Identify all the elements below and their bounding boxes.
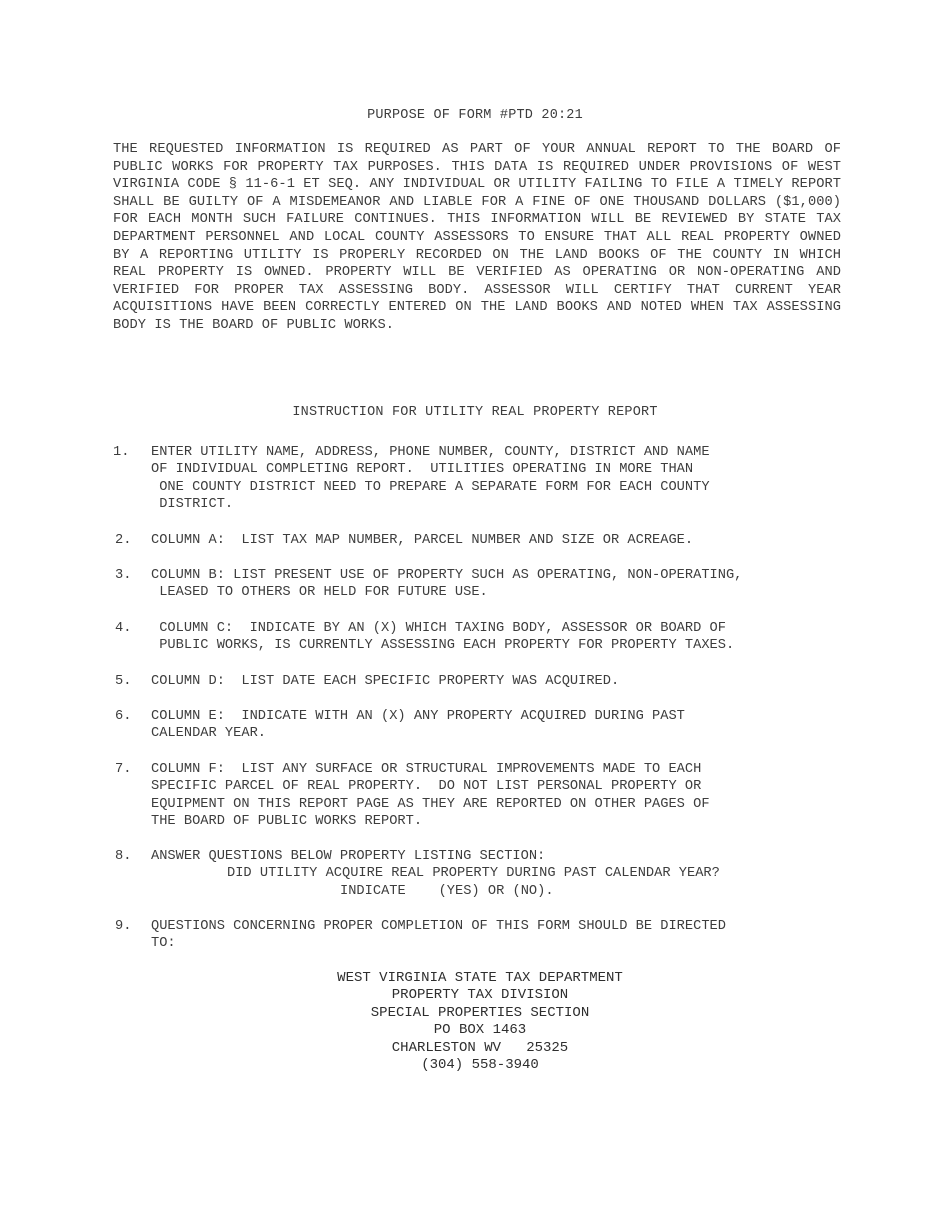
purpose-title: PURPOSE OF FORM #PTD 20:21 xyxy=(367,108,583,123)
yes-no-indicator: INDICATE (YES) OR (NO). xyxy=(340,883,554,899)
instruction-line: SPECIFIC PARCEL OF REAL PROPERTY. DO NOT LIST PERSONAL PROPERTY OR xyxy=(151,779,702,795)
instruction-line: ENTER UTILITY NAME, ADDRESS, PHONE NUMBER, COUNTY, DISTRICT AND NAME xyxy=(151,445,710,460)
instruction-line: ONE COUNTY DISTRICT NEED TO PREPARE A SEPARATE FORM FOR EACH COUNTY xyxy=(151,479,710,495)
instruction-number: 3. xyxy=(115,568,132,583)
purpose-paragraph: THE REQUESTED INFORMATION IS REQUIRED AS PART OF YOUR ANNUAL REPORT TO THE BOARD OF PUBLIC WORKS FOR PROPERTY TAX PURPOSES. THIS DATA IS REQUIRED UNDER PROVISIONS OF WEST VIRGINIA CODE § 11-6-1 ET SEQ. ANY INDIVIDUAL OR UTILITY FAILING TO FILE A TIMELY REPORT SHALL BE GUILTY OF A MISDEMEANOR AND LIABLE FOR A FINE OF ONE THOUSAND DOLLARS ($1,000) FOR EACH MONTH SUCH FAILURE CONTINUES. THIS INFORMATION WILL BE REVIEWED BY STATE TAX DEPARTMENT PERSONNEL AND LOCAL COUNTY ASSESSORS TO ENSURE THAT ALL REAL PROPERTY OWNED BY A REPORTING UTILITY IS PROPERLY RECORDED ON THE LAND BOOKS OF THE COUNTY IN WHICH REAL PROPERTY IS OWNED. PROPERTY WILL BE VERIFIED AS OPERATING OR NON-OPERATING AND VERIFIED FOR PROPER TAX ASSESSING BODY. ASSESSOR WILL CERTIFY THAT CURRENT YEAR ACQUISITIONS HAVE BEEN CORRECTLY ENTERED ON THE LAND BOOKS AND NOTED WHEN TAX ASSESSING BODY IS THE BOARD OF PUBLIC WORKS. xyxy=(113,142,841,333)
instruction-text xyxy=(151,708,843,743)
instruction-number: 9. xyxy=(115,919,132,934)
instruction-line: OF INDIVIDUAL COMPLETING REPORT. UTILITIES OPERATING IN MORE THAN xyxy=(151,462,694,478)
instruction-number: 5. xyxy=(115,674,132,689)
instruction-line: QUESTIONS CONCERNING PROPER COMPLETION OF THIS FORM SHOULD BE DIRECTED xyxy=(151,919,726,934)
instruction-line: EQUIPMENT ON THIS REPORT PAGE AS THEY ARE REPORTED ON OTHER PAGES OF xyxy=(151,796,710,812)
instruction-number: 7. xyxy=(115,762,132,777)
instruction-line: COLUMN C: INDICATE BY AN (X) WHICH TAXING BODY, ASSESSOR OR BOARD OF xyxy=(151,621,726,636)
instruction-line: TO: xyxy=(151,936,176,952)
instruction-number: 1. xyxy=(113,445,130,460)
instruction-number: 6. xyxy=(115,709,132,724)
instruction-line: COLUMN D: LIST DATE EACH SPECIFIC PROPERTY WAS ACQUIRED. xyxy=(151,674,620,689)
instruction-line: ANSWER QUESTIONS BELOW PROPERTY LISTING SECTION: xyxy=(151,849,546,864)
instruction-line: COLUMN E: INDICATE WITH AN (X) ANY PROPERTY ACQUIRED DURING PAST xyxy=(151,709,685,724)
instruction-line: DISTRICT. xyxy=(151,497,234,513)
instructions-title: INSTRUCTION FOR UTILITY REAL PROPERTY REPORT xyxy=(292,405,658,420)
instruction-text xyxy=(151,918,843,953)
instruction-line: LEASED TO OTHERS OR HELD FOR FUTURE USE. xyxy=(151,585,488,601)
instruction-text xyxy=(151,567,843,602)
address-line-division: PROPERTY TAX DIVISION xyxy=(391,987,569,1004)
instruction-line: PUBLIC WORKS, IS CURRENTLY ASSESSING EACH PROPERTY FOR PROPERTY TAXES. xyxy=(151,638,735,654)
address-line-city: CHARLESTON WV 25325 xyxy=(391,1039,569,1056)
instruction-text xyxy=(151,761,843,831)
instruction-line: COLUMN A: LIST TAX MAP NUMBER, PARCEL NUMBER AND SIZE OR ACREAGE. xyxy=(151,533,694,548)
instruction-text xyxy=(151,620,843,655)
instruction-text xyxy=(151,673,843,690)
acquisition-question: DID UTILITY ACQUIRE REAL PROPERTY DURING PAST CALENDAR YEAR? xyxy=(227,866,720,882)
address-line-department: WEST VIRGINIA STATE TAX DEPARTMENT xyxy=(337,970,623,986)
instruction-line: THE BOARD OF PUBLIC WORKS REPORT. xyxy=(151,814,423,830)
instruction-text xyxy=(151,444,843,514)
instruction-number: 8. xyxy=(115,849,132,864)
instruction-number: 2. xyxy=(115,533,132,548)
address-line-phone: (304) 558-3940 xyxy=(421,1057,539,1074)
instruction-line: COLUMN F: LIST ANY SURFACE OR STRUCTURAL IMPROVEMENTS MADE TO EACH xyxy=(151,762,702,777)
contact-address-block xyxy=(0,970,950,1074)
address-line-section: SPECIAL PROPERTIES SECTION xyxy=(370,1004,590,1021)
instruction-line: COLUMN B: LIST PRESENT USE OF PROPERTY SUCH AS OPERATING, NON-OPERATING, xyxy=(151,568,743,583)
address-line-po-box: PO BOX 1463 xyxy=(433,1022,527,1039)
instruction-text xyxy=(151,532,843,549)
instruction-line: CALENDAR YEAR. xyxy=(151,726,266,742)
instruction-text xyxy=(151,848,843,900)
instruction-number: 4. xyxy=(115,621,132,636)
